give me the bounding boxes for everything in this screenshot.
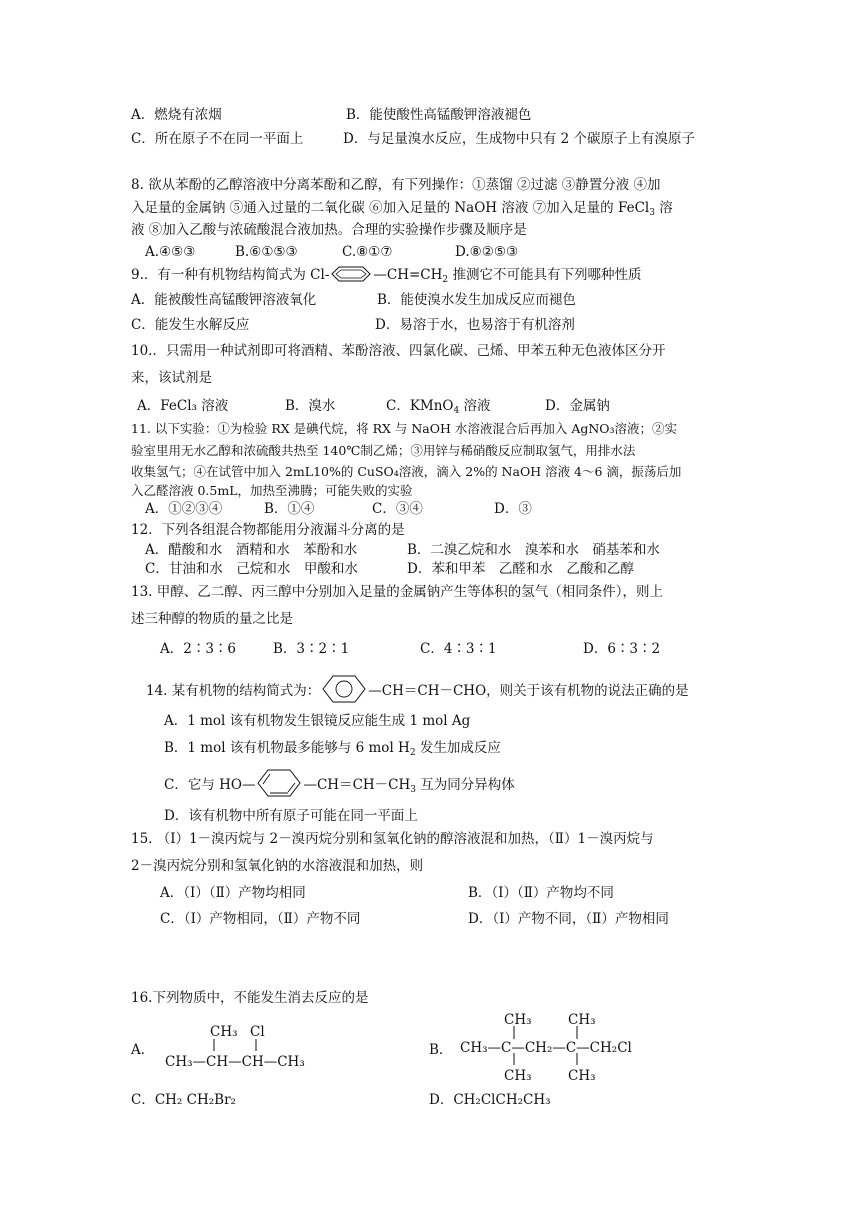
q16-b-methyl-bottom-1: CH₃ xyxy=(504,1068,532,1084)
q8-option-d: D.⑧②⑤③ xyxy=(455,244,519,260)
benzene-ring-icon xyxy=(255,768,303,798)
q9-option-b: B．能使溴水发生加成反应而褪色 xyxy=(377,292,576,308)
q12-option-a: A．醋酸和水 酒精和水 苯酚和水 xyxy=(145,542,358,558)
q8-stem-line-3: 液 ⑧加入乙酸与浓硫酸混合液加热。合理的实验操作步骤及顺序是 xyxy=(131,222,527,238)
q13-option-a: A．2∶3∶6 xyxy=(160,641,237,657)
q11-option-a: A．①②③④ xyxy=(145,501,223,517)
q12-stem: 12．下列各组混合物都能用分液漏斗分离的是 xyxy=(131,522,405,538)
q11-option-c: C．③④ xyxy=(372,501,423,517)
q13-stem-line-2: 述三种醇的物质的量之比是 xyxy=(131,611,293,627)
q16-option-c: C．CH₂ CH₂Br₂ xyxy=(131,1092,236,1108)
q13-option-c: C．4∶3∶1 xyxy=(420,641,497,657)
q12-option-b: B．二溴乙烷和水 溴苯和水 硝基苯和水 xyxy=(407,542,660,558)
q13-option-d: D．6∶3∶2 xyxy=(583,641,661,657)
q13-option-b: B．3∶2∶1 xyxy=(273,641,350,657)
q11-stem-line-1: 11. 以下实验：①为检验 RX 是碘代烷，将 RX 与 NaOH 水溶液混合后再加入 AgNO₃溶液；②实 xyxy=(131,421,678,436)
q15-option-a: A．（Ⅰ）（Ⅱ）产物均相同 xyxy=(160,885,306,901)
q16-option-b-label: B． xyxy=(429,1042,453,1058)
q11-option-d: D．③ xyxy=(494,501,532,517)
q15-stem-line-2: 2－溴丙烷分别和氢氧化钠的水溶液混和加热，则 xyxy=(131,858,424,874)
q13-stem-line-1: 13. 甲醇、乙二醇、丙三醇中分别加入足量的金属钠产生等体积的氢气（相同条件），则上 xyxy=(131,584,664,600)
q14-stem: 14. 某有机物的结构简式为： —CH＝CH－CHO，则关于该有机物的说法正确的是 xyxy=(146,674,689,704)
q11-option-b: B．①④ xyxy=(264,501,315,517)
q11-stem-line-3: 收集氢气；④在试管中加入 2mL10%的 CuSO₄溶液，滴入 2%的 NaOH 溶液 4～6 滴，振荡后加 xyxy=(131,464,682,479)
q16-option-d: D．CH₂ClCH₂CH₃ xyxy=(429,1092,551,1108)
q9-option-a: A．能被酸性高锰酸钾溶液氧化 xyxy=(131,292,317,308)
q11-stem-line-2: 验室里用无水乙醇和浓硫酸共热至 140℃制乙烯；③用锌与稀硝酸反应制取氢气，用排水法 xyxy=(131,443,636,458)
q9-stem: 9.．有一种有机物结构简式为 Cl- $—CH=CH_2$ 推测它不可能具有下列哪种性质 xyxy=(131,267,642,285)
q8-stem-line-2: 入足量的金属钠 ⑤通入过量的二氧化碳 ⑥加入足量的 NaOH 溶液 ⑦加入足量的 FeCl$_3$ 溶 xyxy=(131,200,673,218)
q16-a-bonds xyxy=(205,1038,265,1052)
q16-stem: 16.下列物质中，不能发生消去反应的是 xyxy=(131,990,369,1006)
q16-option-a-label: A． xyxy=(131,1042,155,1058)
q16-b-methyl-top-1: CH₃ xyxy=(504,1012,532,1028)
q14-option-b: B．1 mol 该有机物最多能够与 6 mol $H_2$ 发生加成反应 xyxy=(164,740,501,758)
q15-option-d: D．（Ⅰ）产物不同，（Ⅱ）产物相同 xyxy=(468,911,669,927)
q12-option-c: C．甘油和水 己烷和水 甲酸和水 xyxy=(145,561,358,577)
q15-option-c: C．（Ⅰ）产物相同，（Ⅱ）产物不同 xyxy=(160,911,361,927)
q7-option-b: B．能使酸性高锰酸钾溶液褪色 xyxy=(346,107,532,123)
q10-stem-line-1: 10.．只需用一种试剂即可将酒精、苯酚溶液、四氯化碳、己烯、甲苯五种无色液体区分开 xyxy=(131,343,666,359)
q15-option-b: B．（Ⅰ）（Ⅱ）产物均不同 xyxy=(468,885,614,901)
q16-b-methyl-top-2: CH₃ xyxy=(568,1012,596,1028)
q14-option-a: A．1 mol 该有机物发生银镜反应能生成 1 mol Ag xyxy=(164,713,471,729)
q10-option-b: B．溴水 xyxy=(285,398,336,414)
q11-stem-line-4: 入乙醛溶液 0.5mL，加热至沸腾；可能失败的实验 xyxy=(131,483,413,498)
q8-option-b: B.⑥①⑤③ xyxy=(235,244,298,260)
q12-option-d: D．苯和甲苯 乙醛和水 乙酸和乙醇 xyxy=(407,561,634,577)
q16-a-chlorine: Cl xyxy=(250,1024,265,1040)
q7-option-d: D．与足量溴水反应，生成物中只有 2 个碳原子上有溴原子 xyxy=(343,131,695,147)
q14-option-c: C．它与 HO— $—CH=CH-CH_3$ 互为同分异构体 xyxy=(164,768,515,800)
q8-option-c: C.⑧①⑦ xyxy=(342,244,393,260)
q7-option-a: A．燃烧有浓烟 xyxy=(131,107,222,123)
q16-b-main-chain: CH₃—C—CH₂—C—CH₂Cl xyxy=(460,1040,632,1056)
q10-option-d: D．金属钠 xyxy=(545,398,610,414)
benzene-ring-icon xyxy=(320,674,368,704)
q8-option-a: A.④⑤③ xyxy=(145,244,196,260)
q10-option-c: C．KMnO$_4$ 溶液 xyxy=(386,398,491,416)
q16-a-methyl: CH₃ xyxy=(210,1024,238,1040)
q8-stem-line-1: 8. 欲从苯酚的乙醇溶液中分离苯酚和乙醇，有下列操作：①蒸馏 ②过滤 ③静置分液 ④加 xyxy=(131,177,661,193)
benzene-ring-icon xyxy=(329,266,373,282)
q16-b-methyl-bottom-2: CH₃ xyxy=(568,1068,596,1084)
q7-option-c: C．所在原子不在同一平面上 xyxy=(131,131,304,147)
q9-option-c: C．能发生水解反应 xyxy=(131,317,250,333)
q15-stem-line-1: 15. （Ⅰ）1－溴丙烷与 2－溴丙烷分别和氢氧化钠的醇溶液混和加热，（Ⅱ）1－溴丙烷与 xyxy=(131,831,654,847)
q16-a-main-chain: CH₃—CH—CH—CH₃ xyxy=(165,1054,305,1070)
q14-option-d: D．该有机物中所有原子可能在同一平面上 xyxy=(164,808,418,824)
q10-stem-line-2: 来，该试剂是 xyxy=(131,370,212,386)
q10-option-a: A．FeCl₃ 溶液 xyxy=(137,398,229,414)
q9-option-d: D．易溶于水，也易溶于有机溶剂 xyxy=(375,317,575,333)
